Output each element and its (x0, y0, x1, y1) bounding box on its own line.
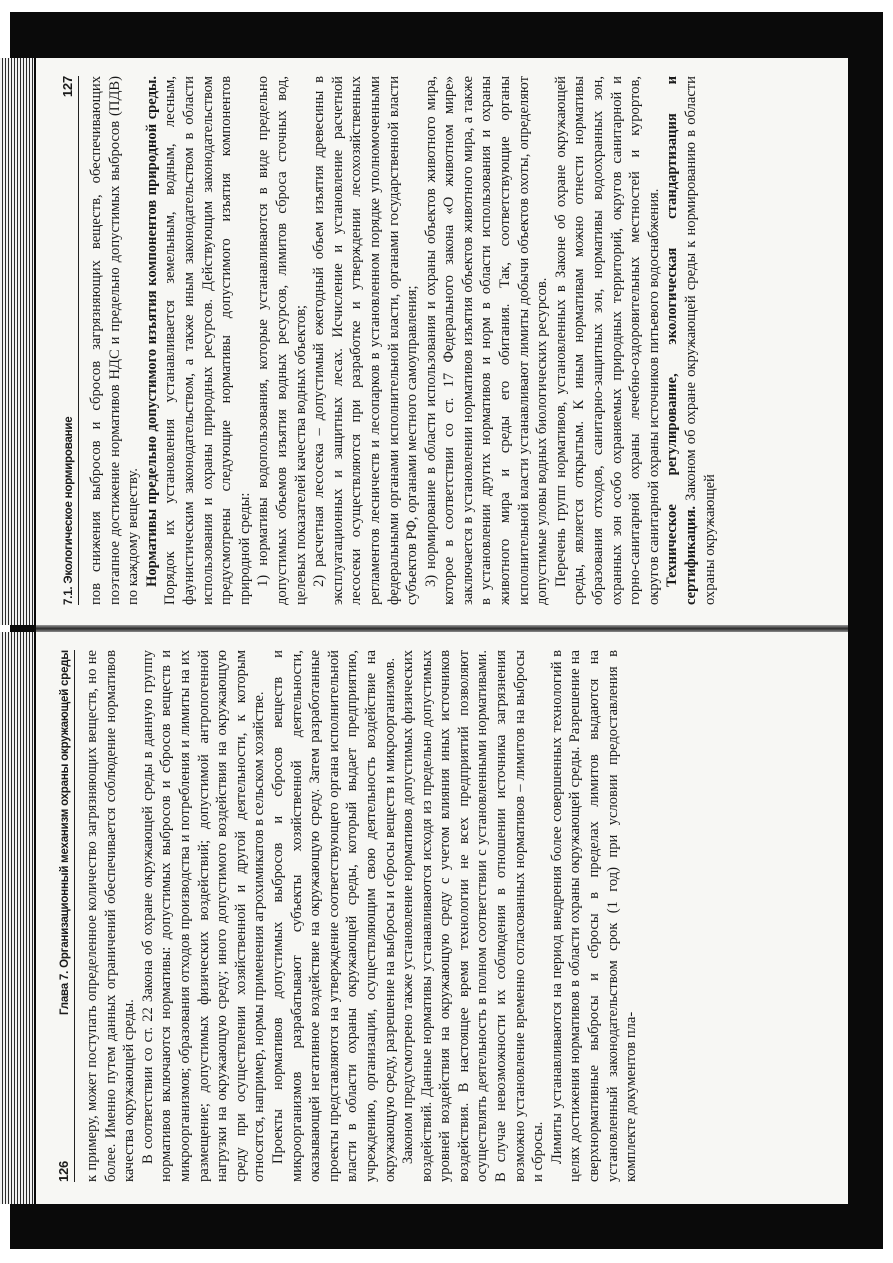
page-126-content (36, 632, 848, 1204)
paragraph: Техническое регулирование, экологическая стандартизация и сертификация. Законом об охране окружающей среды к нормированию в области охраны окружающей (664, 76, 718, 605)
page-126-body (83, 650, 641, 1182)
paragraph: Перечень групп нормативов, установленных в Законе об охране окружающей среды, является открытым. К иным нормативам можно отнести нормативы образования отходов, санитарно-защитных зон, нормативы водоохранных зон, охранных зон особо охраняемых природных территорий, округов санитарной и горно-санитарной охраны лечебно-оздоровительных местностей и курортов, округов санитарной охраны источников питьевого водоснабжения. (552, 76, 662, 605)
paragraph: Проекты нормативов допустимых выбросов и сбросов веществ и микроорганизмов разрабатывают субъекты хозяйственной деятельности, оказывающей негативное воздействие на окружающую среду. Затем разработанные проекты представляются на утверждение соответствующего органа исполнительной власти в области охраны окружающей среды, который выдает предприятию, учреждению, организации, осуществляющим свою деятельность воздействие на окружающую среду, разрешение на выбросы и сбросы веществ и микроорганизмов. (269, 650, 398, 1182)
paragraph: В соответствии со ст. 22 Закона об охране окружающей среды в данную группу нормативов включаются нормативы: допустимых выбросов и сбросов веществ и микроорганизмов; образования отходов производства и потребления и лимиты на их размещение; допустимых физических воздействий; допустимой антропогенной нагрузки на окружающую среду; иного допустимого воздействия на окружающую среду при осуществлении хозяйственной и другой деятельности, к которым относятся, например, нормы применения агрохимикатов в сельском хозяйстве. (139, 650, 268, 1182)
page-number: 126 (56, 1160, 71, 1182)
book-edge-lower (0, 632, 34, 1204)
page-126 (36, 632, 848, 1204)
section-title: 7.1. Экологическое нормирование (63, 416, 75, 605)
paragraph: 1) нормативы водопользования, которые устанавливаются в виде предельно допустимых объемов изъятия водных ресурсов, лимитов сброса сточных вод, целевых показателей качества водных объектов; (255, 76, 309, 605)
paragraph: пов снижения выбросов и сбросов загрязняющих веществ, обеспечивающих поэтапное достижение нормативов НДС и предельно допустимых выбросов (ПДВ) по каждому веществу. (88, 76, 142, 605)
page-number: 127 (60, 76, 75, 98)
page-127-body (87, 76, 719, 605)
scan-bottom-margin (0, 1249, 893, 1263)
chapter-title: Глава 7. Организационный механизм охраны окружающей среды (59, 650, 71, 1016)
book-gutter (36, 625, 848, 632)
running-head-126 (56, 650, 75, 1182)
paragraph: 3) нормирование в области использования и охраны объектов животного мира, которое в соответствии со ст. 17 Федерального закона «О животном мире» заключается в установлении нормативов изъятия объектов животного мира, а также в установлении других нормативов и норм в области использования и охраны животного мира и среды его обитания. Так, соответствующие органы исполнительной власти устанавливают лимиты добычи объектов охоты, определяют допустимые уловы водных биологических ресурсов. (422, 76, 551, 605)
paragraph: Лимиты устанавливаются на период внедрения более совершенных технологий в целях достижения нормативов в области охраны окружающей среды. Разрешение на сверхнормативные выбросы и сбросы в пределах лимитов выдаются на установленный законодательством срок (1 год) при условии предоставления в комплекте документов пла- (548, 650, 640, 1182)
paragraph: Нормативы предельно допустимого изъятия компонентов природной среды. Порядок их установления устанавливается земельным, водным, лесным, фаунистическим законодательством, а также иным законодательством в области использования и охраны природных ресурсов. Действующим законодательством предусмотрены следующие нормативы допустимого изъятия компонентов природной среды: (143, 76, 253, 605)
paragraph: 2) расчетная лесосека – допустимый ежегодный объем изъятия древесины в эксплуатационных и защитных лесах. Исчисление и установление расчетной лесосеки осуществляются при разработке и утверждении лесохозяйственных регламентов лесничеств и лесопарков в установленном порядке уполномоченными федеральными органами исполнительной власти, органами государственной власти субъектов РФ, органами местного самоуправления; (311, 76, 421, 605)
page-127 (36, 58, 848, 625)
paragraph: Законом предусмотрено также установление нормативов допустимых физических воздействий. Данные нормативы устанавливаются исходя из предельно допустимых уровней воздействия на окружающую среду с учетом влияния иных источников воздействия. В настоящее время технологии не всех предприятий позволяют осуществлять деятельность в полном соответствии с установленными нормативами. В случае невозможности их соблюдения в отношении источника загрязнения возможно установление временно согласованных нормативов – лимитов на выбросы и сбросы. (400, 650, 547, 1182)
paragraph: к примеру, может поступать определенное количество загрязняющих веществ, но не более. Именно путем данных ограничений обеспечивается соблюдение нормативов качества окружающей среды. (84, 650, 138, 1182)
paragraph-heading: Нормативы предельно допустимого изъятия компонентов природной среды. (143, 76, 160, 587)
page-127-content (36, 58, 848, 625)
running-head-127 (60, 76, 79, 605)
book-edge (0, 58, 34, 625)
paragraph-heading: Техническое регулирование, экологическая стандартизация и сертификация. (664, 76, 699, 605)
